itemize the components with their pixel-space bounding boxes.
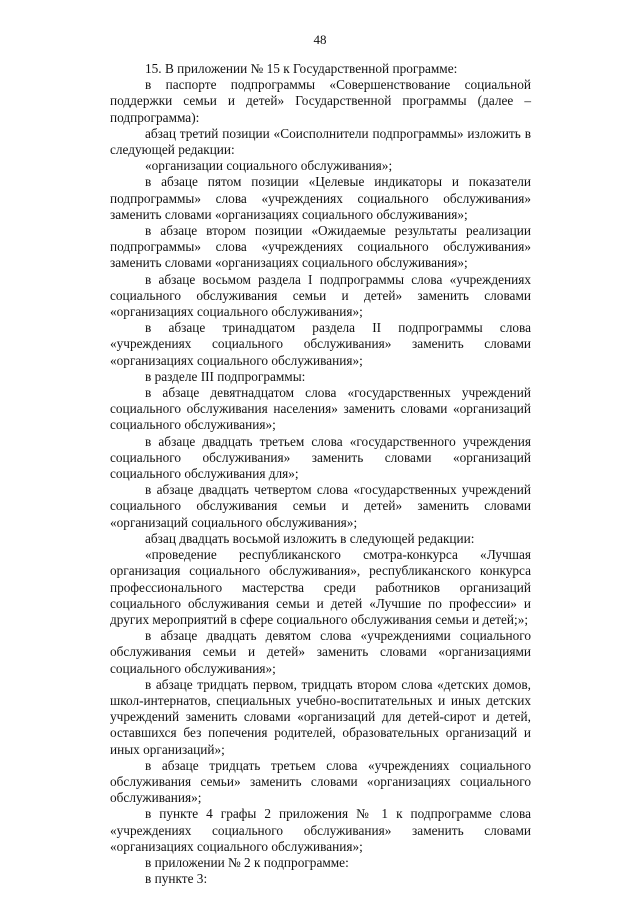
paragraph: в абзаце тринадцатом раздела II подпрограммы слова «учреждениях социального обслуживания» заменить словами «организациях социального обслуживания»; [110, 320, 531, 368]
paragraph: в абзаце двадцать третьем слова «государственного учреждения социального обслуживания» заменить словами «организаций социального обслуживания для»; [110, 433, 531, 482]
paragraph: в абзаце тридцать третьем слова «учреждениях социального обслуживания семьи» заменить словами «организациях социального обслуживания»; [110, 757, 531, 806]
paragraph: в абзаце девятнадцатом слова «государственных учреждений социального обслуживания населения» заменить словами «организаций социального обслуживания»; [110, 385, 531, 433]
paragraph: в абзаце восьмом раздела I подпрограммы слова «учреждениях социального обслуживания семьи и детей» заменить словами «организациях социального обслуживания»; [110, 271, 531, 320]
paragraph: в абзаце двадцать девятом слова «учреждениями социального обслуживания семьи и детей» заменить словами «организациями социального обслуживания»; [110, 628, 531, 676]
paragraph: в пункте 4 графы 2 приложения № 1 к подпрограмме слова «учреждениях социального обслуживания» заменить словами «организациях социального обслуживания»; [110, 806, 531, 854]
paragraph: в абзаце тридцать первом, тридцать втором слова «детских домов, школ-интернатов, специальных учебно-воспитательных и иных детских учреждений заменить словами «организаций для детей-сирот и детей, оставшихся без попечения родителей, образовательных организаций и иных организаций»; [110, 676, 531, 757]
paragraph: абзац третий позиции «Соисполнители подпрограммы» изложить в следующей редакции: [110, 125, 531, 158]
paragraph: в пункте 3: [145, 871, 208, 887]
paragraph: в абзаце втором позиции «Ожидаемые результаты реализации подпрограммы» слова «учреждениях социального обслуживания» заменить словами «организациях социального обслуживания»; [110, 223, 531, 271]
paragraph: «организации социального обслуживания»; [145, 158, 393, 174]
document-body [110, 61, 531, 887]
paragraph: 15. В приложении № 15 к Государственной программе: [145, 61, 458, 76]
paragraph: абзац двадцать восьмой изложить в следующей редакции: [145, 530, 475, 546]
paragraph: в абзаце пятом позиции «Целевые индикаторы и показатели подпрограммы» слова «учреждениях социального обслуживания» заменить словами «организациях социального обслуживания»; [110, 174, 531, 222]
paragraph: «проведение республиканского смотра-конкурса «Лучшая организация социального обслуживания», республиканского конкурса профессионального мастерства среди работников организаций социального обслуживания семьи и детей «Лучшие по профессии» и других мероприятий в сфере социального обслуживания семьи и детей;»; [110, 547, 531, 627]
paragraph: в абзаце двадцать четвертом слова «государственных учреждений социального обслуживания семьи и детей» заменить словами «организаций социального обслуживания»; [110, 482, 531, 530]
paragraph: в разделе III подпрограммы: [145, 368, 306, 384]
paragraph: в приложении № 2 к подпрограмме: [145, 854, 349, 870]
paragraph: в паспорте подпрограммы «Совершенствование социальной поддержки семьи и детей» Государственной программы (далее – подпрограмма): [110, 77, 531, 125]
page-number: 48 [313, 32, 327, 47]
